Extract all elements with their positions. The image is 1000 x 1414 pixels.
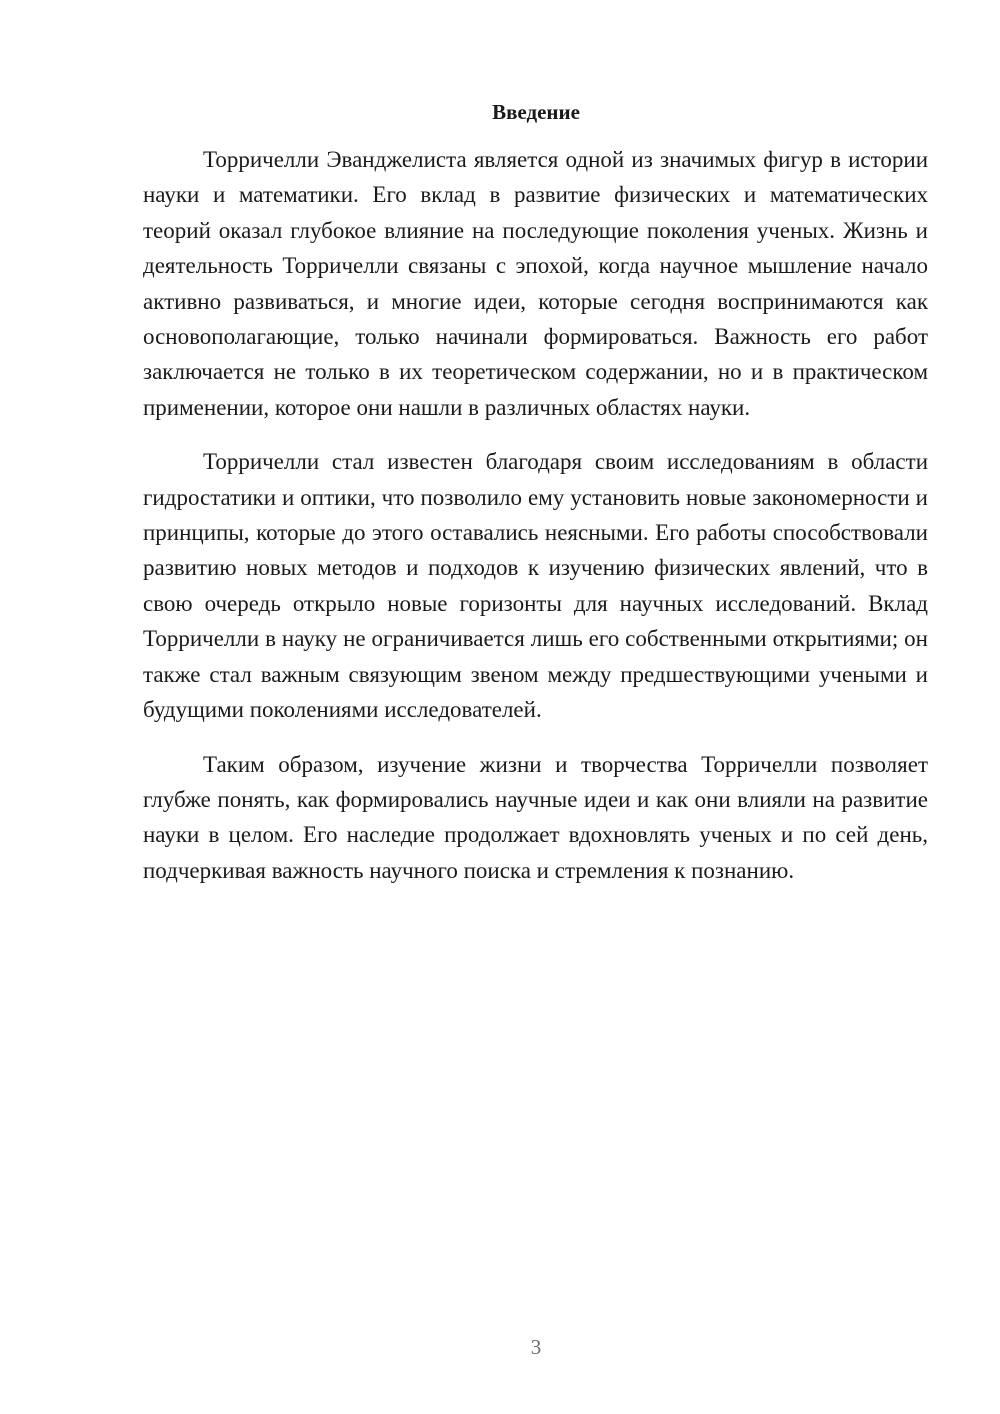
paragraph-2: Торричелли стал известен благодаря своим исследованиям в области гидростатики и оптики, что позволило ему установить новые закономерности и принципы, которые до этого оставались неясными. Его работы способствовали развитию новых методов и подходов к изучению физических явлений, что в свою очередь открыло новые горизонты для научных исследований. Вклад Торричелли в науку не ограничивается лишь его собственными открытиями; он также стал важным связующим звеном между предшествующими учеными и будущими поколениями исследователей.	[143, 449, 928, 723]
paragraph-1: Торричелли Эванджелиста является одной из значимых фигур в истории науки и математики. Его вклад в развитие физических и математических теорий оказал глубокое влияние на последующие поколения ученых. Жизнь и деятельность Торричелли связаны с эпохой, когда научное мышление начало активно развиваться, и многие идеи, которые сегодня воспринимаются как основополагающие, только начинали формироваться. Важность его работ заключается не только в их теоретическом содержании, но и в практическом применении, которое они нашли в различных областях науки.	[143, 147, 928, 420]
paragraph-3: Таким образом, изучение жизни и творчества Торричелли позволяет глубже понять, как формировались научные идеи и как они влияли на развитие науки в целом. Его наследие продолжает вдохновлять ученых и по сей день, подчеркивая важность научного поиска и стремления к познанию.	[143, 751, 928, 883]
page-number: 3	[530, 1335, 542, 1359]
section-heading: Введение	[492, 100, 580, 124]
document-body	[143, 142, 928, 907]
